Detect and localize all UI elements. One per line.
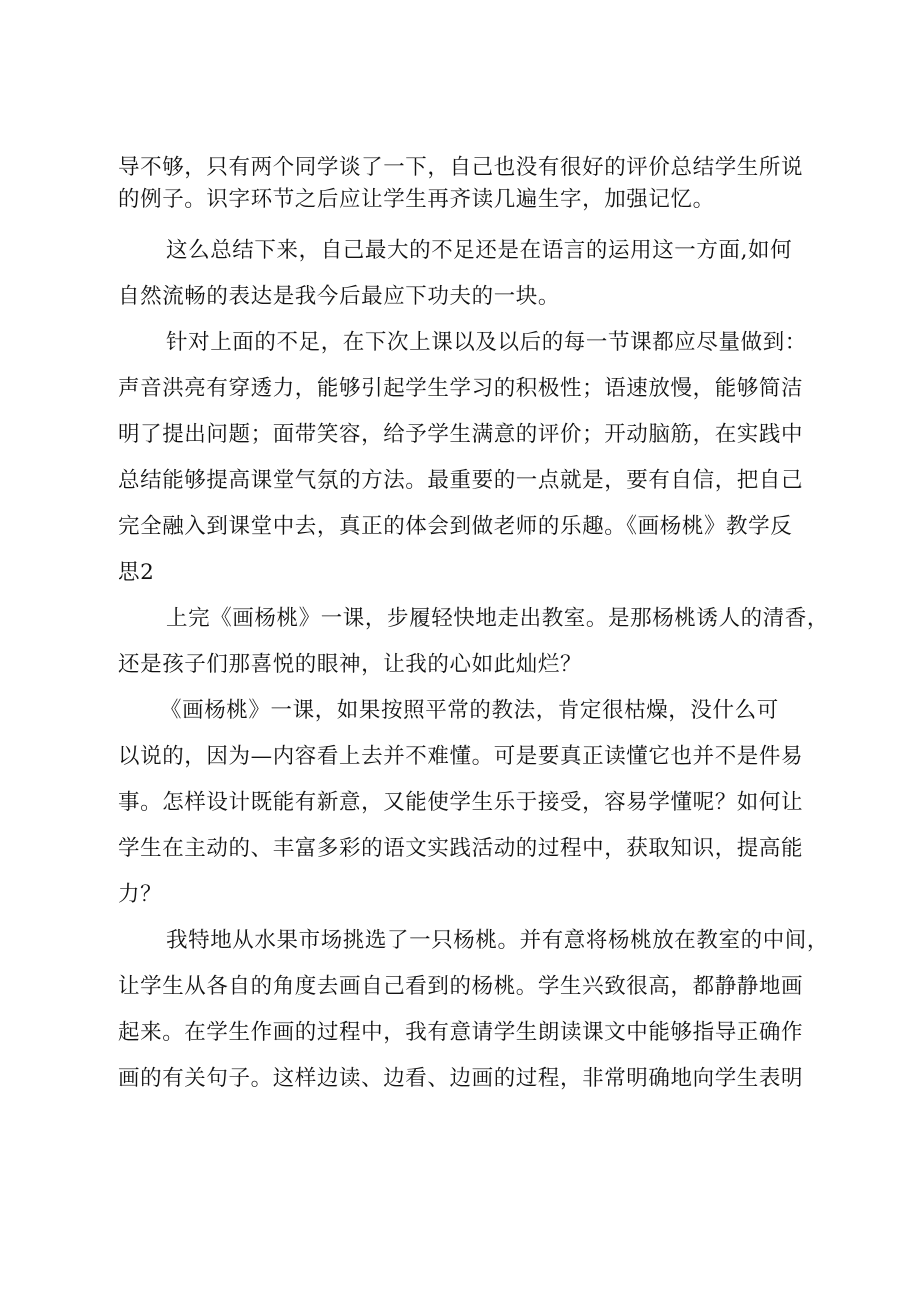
paragraph-1 (118, 152, 830, 216)
paragraph-4 (118, 596, 830, 688)
text-line: 明了提出问题；面带笑容，给予学生满意的评价；开动脑筋，在实践中 (118, 422, 804, 447)
paragraph-5 (118, 688, 830, 918)
text-line: 《画杨桃》一课，如果按照平常的教法，肯定很枯燥，没什么可 (160, 698, 779, 723)
paragraph-2 (118, 228, 830, 320)
text-line: 的例子。识字环节之后应让学生再齐读几遍生字，加强记忆。 (118, 187, 715, 212)
text-line: 上完《画杨桃》一课，步履轻快地走出教室。是那杨桃诱人的清香， (166, 606, 830, 631)
text-line: 还是孩子们那喜悦的眼神，让我的心如此灿烂？ (118, 652, 583, 677)
text-line: 声音洪亮有穿透力，能够引起学生学习的积极性；语速放慢，能够简洁 (118, 376, 804, 401)
text-line: 学生在主动的、丰富多彩的语文实践活动的过程中，获取知识，提高能 (118, 836, 804, 861)
text-line: 事。怎样设计既能有新意，又能使学生乐于接受，容易学懂呢？如何让 (118, 790, 804, 815)
document-body (118, 152, 830, 1102)
paragraph-6 (118, 918, 830, 1102)
text-line: 以说的，因为—内容看上去并不难懂。可是要真正读懂它也并不是件易 (118, 744, 804, 769)
text-line: 起来。在学生作画的过程中，我有意请学生朗读课文中能够指导正确作 (118, 1020, 804, 1045)
text-line: 思2 (118, 560, 155, 585)
text-line: 针对上面的不足，在下次上课以及以后的每一节课都应尽量做到： (166, 330, 807, 355)
text-line: 这么总结下来，自己最大的不足还是在语言的运用这一方面,如何 (166, 238, 793, 263)
text-line: 让学生从各自的角度去画自己看到的杨桃。学生兴致很高，都静静地画 (118, 974, 804, 999)
text-line: 画的有关句子。这样边读、边看、边画的过程，非常明确地向学生表明 (118, 1066, 804, 1091)
text-line: 完全融入到课堂中去，真正的体会到做老师的乐趣。《画杨桃》教学反 (118, 514, 793, 539)
text-line: 导不够，只有两个同学谈了一下，自己也没有很好的评价总结学生所说 (118, 155, 804, 180)
text-line: 力？ (118, 882, 163, 907)
text-line: 我特地从水果市场挑选了一只杨桃。并有意将杨桃放在教室的中间， (166, 928, 830, 953)
text-line: 自然流畅的表达是我今后最应下功夫的一块。 (118, 284, 561, 309)
text-line: 总结能够提高课堂气氛的方法。最重要的一点就是，要有自信，把自己 (118, 468, 804, 493)
paragraph-3 (118, 320, 830, 596)
